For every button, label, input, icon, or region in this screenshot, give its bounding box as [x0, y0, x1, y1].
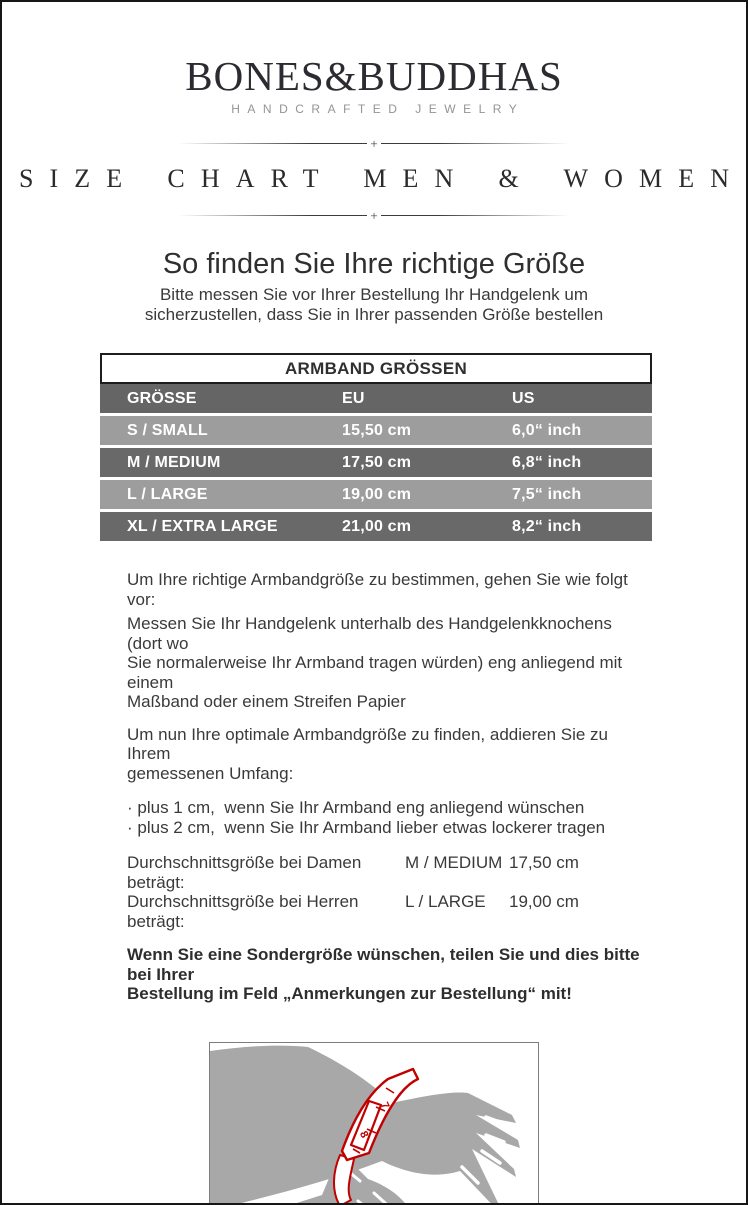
average-size: L / LARGE [405, 892, 486, 911]
eu-cell: 19,00 cm [342, 485, 412, 503]
instruction-line: Maßband oder einem Streifen Papier [127, 692, 406, 711]
us-cell: 7,5“ inch [512, 485, 582, 503]
eu-cell: 21,00 cm [342, 517, 412, 535]
brand-logo-subtitle: HANDCRAFTED JEWELRY [231, 102, 525, 116]
tape-number: 8 [356, 1128, 371, 1140]
instruction-line: Messen Sie Ihr Handgelenk unterhalb des Handgelenkknochens (dort wo [127, 614, 622, 653]
wrist-measurement-illustration [209, 1042, 539, 1205]
size-cell: M / MEDIUM [127, 453, 221, 471]
size-cell: S / SMALL [127, 421, 208, 439]
wrist-measurement-graphic [210, 1043, 538, 1205]
instruction-line: Um nun Ihre optimale Armbandgröße zu finden, addieren Sie zu Ihrem [127, 724, 613, 763]
brand-logo: BONES&BUDDHAS [185, 53, 563, 99]
special-size-note [127, 945, 645, 1004]
size-cell: XL / EXTRA LARGE [127, 517, 278, 535]
decorative-divider [178, 208, 570, 223]
instruction-paragraph [127, 614, 642, 712]
us-cell: 6,8“ inch [512, 453, 582, 471]
average-value: 17,50 cm [509, 853, 579, 872]
bullet-item: · plus 1 cm, wenn Sie Ihr Armband eng anliegend wünschen [127, 798, 585, 817]
divider-plus-icon: + [370, 136, 378, 151]
table-row [100, 480, 652, 509]
divider-line [381, 215, 570, 216]
divider-plus-icon: + [370, 208, 378, 223]
bullet-item: · plus 2 cm, wenn Sie Ihr Armband lieber etwas lockerer tragen [127, 817, 606, 837]
divider-line [178, 143, 367, 144]
average-value: 19,00 cm [509, 892, 579, 911]
average-sizes [127, 853, 642, 931]
decorative-divider [178, 136, 570, 151]
eu-cell: 15,50 cm [342, 421, 412, 439]
instruction-paragraph: Um Ihre richtige Armbandgröße zu bestimmen, gehen Sie wie folgt vor: [127, 570, 633, 609]
instruction-line: gemessenen Umfang: [127, 763, 294, 783]
intro-heading: So finden Sie Ihre richtige Größe [162, 248, 586, 280]
column-header-us: US [512, 389, 535, 407]
table-header-row [100, 384, 652, 413]
average-size: M / MEDIUM [405, 853, 503, 872]
divider-line [381, 143, 570, 144]
note-line: Wenn Sie eine Sondergröße wünschen, teilen Sie und dies bitte bei Ihrer [127, 945, 645, 984]
average-label: Durchschnittsgröße bei Damen beträgt: [127, 853, 362, 892]
eu-cell: 17,50 cm [342, 453, 412, 471]
bracelet-size-table [100, 353, 652, 541]
table-title: ARMBAND GRÖSSEN [100, 353, 652, 384]
intro-subtitle-line: sicherzustellen, dass Sie in Ihrer passenden Größe bestellen [144, 304, 604, 324]
intro-subtitle-line: Bitte messen Sie vor Ihrer Bestellung Ihr Handgelenk um [159, 285, 589, 304]
us-cell: 6,0“ inch [512, 421, 582, 439]
divider-line [178, 215, 367, 216]
average-row-women [127, 853, 642, 892]
column-header-size: GRÖSSE [127, 389, 197, 407]
instructions-text [127, 570, 645, 1004]
sizing-bullets [127, 798, 642, 837]
size-cell: L / LARGE [127, 485, 208, 503]
page-title: SIZE CHART MEN & WOMEN [18, 164, 746, 193]
instruction-line: Sie normalerweise Ihr Armband tragen würden) eng anliegend mit einem [127, 653, 627, 692]
us-cell: 8,2“ inch [512, 517, 582, 535]
note-line: Bestellung im Feld „Anmerkungen zur Bestellung“ mit! [127, 984, 572, 1003]
instruction-paragraph [127, 725, 642, 784]
intro-subtitle [2, 285, 746, 324]
tape-number: 7 [377, 1099, 392, 1111]
average-label: Durchschnittsgröße bei Herren beträgt: [127, 892, 359, 931]
table-row [100, 416, 652, 445]
table-row [100, 448, 652, 477]
column-header-eu: EU [342, 389, 365, 407]
table-row [100, 512, 652, 541]
average-row-men [127, 892, 642, 931]
